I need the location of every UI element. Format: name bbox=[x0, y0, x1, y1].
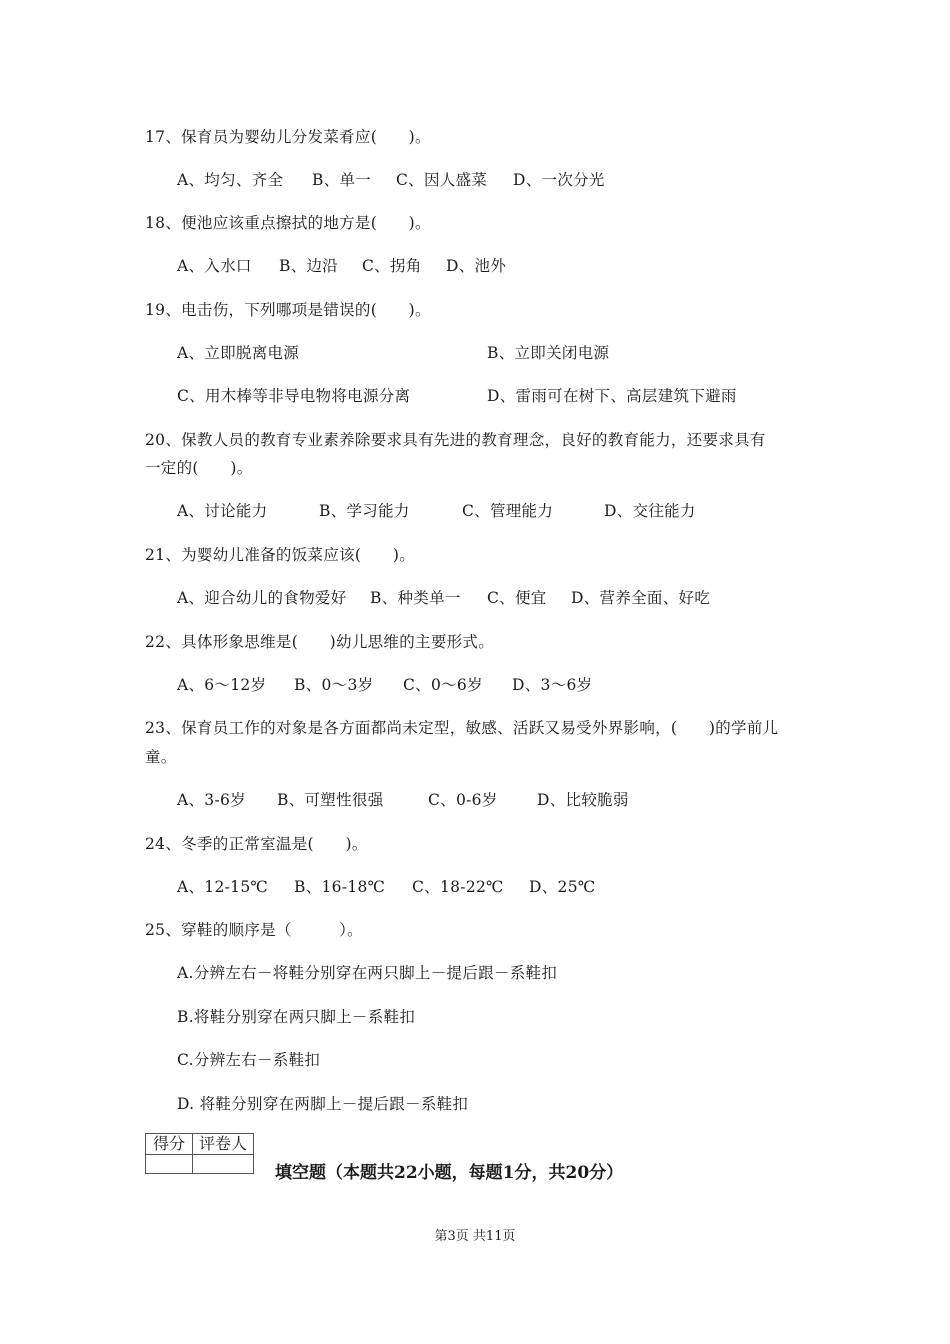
question-20-stem-cont: 一定的( )。 bbox=[145, 459, 253, 477]
grader-label: 评卷人 bbox=[193, 1134, 254, 1155]
question-23-option-a: A、3-6岁 bbox=[177, 791, 246, 809]
question-24-option-c: C、18-22℃ bbox=[412, 878, 504, 896]
question-25-option-b: B.将鞋分别穿在两只脚上－系鞋扣 bbox=[177, 1008, 416, 1026]
question-23-stem-cont: 童。 bbox=[145, 748, 177, 766]
question-18-option-b: B、边沿 bbox=[279, 257, 339, 275]
grader-cell bbox=[193, 1155, 254, 1174]
question-23-option-c: C、0-6岁 bbox=[428, 791, 498, 809]
question-19-stem: 19、电击伤，下列哪项是错误的( )。 bbox=[145, 301, 431, 319]
question-17-option-b: B、单一 bbox=[312, 171, 372, 189]
question-21-stem: 21、为婴幼儿准备的饭菜应该( )。 bbox=[145, 546, 416, 564]
question-25-stem: 25、穿鞋的顺序是（ ）。 bbox=[145, 921, 363, 939]
question-18-stem: 18、便池应该重点擦拭的地方是( )。 bbox=[145, 214, 431, 232]
question-19-option-a: A、立即脱离电源 bbox=[177, 344, 300, 362]
question-21-option-a: A、迎合幼儿的食物爱好 bbox=[177, 589, 347, 607]
page-footer: 第3页 共11页 bbox=[434, 1229, 516, 1244]
question-25-option-d: D. 将鞋分别穿在两脚上－提后跟－系鞋扣 bbox=[177, 1095, 469, 1113]
question-25-option-a: A.分辨左右－将鞋分别穿在两只脚上－提后跟－系鞋扣 bbox=[177, 964, 558, 982]
question-20-option-a: A、讨论能力 bbox=[177, 502, 268, 520]
question-17-option-c: C、因人盛菜 bbox=[396, 171, 488, 189]
question-22-option-a: A、6～12岁 bbox=[177, 676, 267, 694]
score-cell bbox=[146, 1155, 193, 1174]
score-box bbox=[145, 1133, 254, 1174]
question-20-option-c: C、管理能力 bbox=[462, 502, 554, 520]
question-25-option-c: C.分辨左右－系鞋扣 bbox=[177, 1051, 321, 1069]
question-17-option-d: D、一次分光 bbox=[513, 171, 605, 189]
question-17-option-a: A、均匀、齐全 bbox=[177, 171, 284, 189]
question-19-option-b: B、立即关闭电源 bbox=[487, 344, 610, 362]
question-23-stem: 23、保育员工作的对象是各方面都尚未定型，敏感、活跃又易受外界影响，( )的学前儿 bbox=[145, 719, 779, 737]
question-22-option-c: C、0～6岁 bbox=[403, 676, 483, 694]
question-24-option-b: B、16-18℃ bbox=[294, 878, 386, 896]
question-18-option-d: D、池外 bbox=[446, 257, 507, 275]
question-18-option-c: C、拐角 bbox=[362, 257, 422, 275]
question-24-stem: 24、冬季的正常室温是( )。 bbox=[145, 835, 368, 853]
question-23-option-d: D、比较脆弱 bbox=[537, 791, 629, 809]
score-label: 得分 bbox=[146, 1134, 193, 1155]
question-21-option-d: D、营养全面、好吃 bbox=[571, 589, 711, 607]
question-23-option-b: B、可塑性很强 bbox=[277, 791, 384, 809]
question-22-option-b: B、0～3岁 bbox=[294, 676, 374, 694]
question-22-option-d: D、3～6岁 bbox=[512, 676, 593, 694]
question-22-stem: 22、具体形象思维是( )幼儿思维的主要形式。 bbox=[145, 633, 495, 651]
question-20-stem: 20、保教人员的教育专业素养除要求具有先进的教育理念，良好的教育能力，还要求具有 bbox=[145, 431, 766, 449]
question-19-option-c: C、用木棒等非导电物将电源分离 bbox=[177, 387, 411, 405]
question-17-stem: 17、保育员为婴幼儿分发菜肴应( )。 bbox=[145, 128, 431, 146]
question-21-option-c: C、便宜 bbox=[487, 589, 547, 607]
section-title: 填空题（本题共22小题，每题1分，共20分） bbox=[275, 1163, 624, 1183]
question-24-option-a: A、12-15℃ bbox=[177, 878, 269, 896]
question-20-option-d: D、交往能力 bbox=[604, 502, 696, 520]
question-20-option-b: B、学习能力 bbox=[319, 502, 410, 520]
question-18-option-a: A、入水口 bbox=[177, 257, 252, 275]
question-21-option-b: B、种类单一 bbox=[370, 589, 461, 607]
question-24-option-d: D、25℃ bbox=[529, 878, 596, 896]
question-19-option-d: D、雷雨可在树下、高层建筑下避雨 bbox=[487, 387, 737, 405]
